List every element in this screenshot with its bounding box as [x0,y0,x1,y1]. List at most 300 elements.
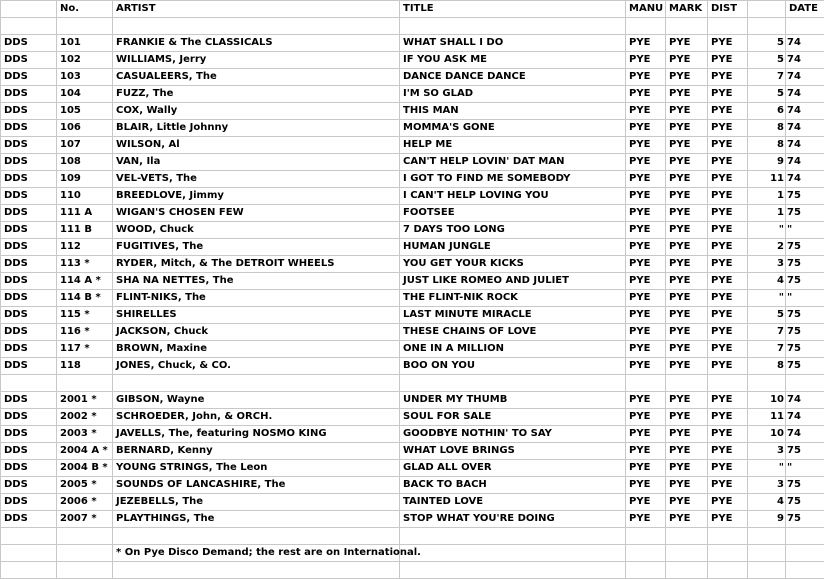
title-cell[interactable]: GOODBYE NOTHIN' TO SAY [400,426,626,443]
label-cell[interactable]: DDS [1,443,57,460]
artist-cell[interactable]: SOUNDS OF LANCASHIRE, The [113,477,400,494]
label-cell[interactable]: DDS [1,273,57,290]
artist-cell[interactable]: JONES, Chuck, & CO. [113,358,400,375]
empty-cell[interactable] [1,18,57,35]
manu-cell[interactable]: PYE [626,290,666,307]
year-cell[interactable]: 74 [786,409,824,426]
empty-cell[interactable] [626,545,666,562]
year-cell[interactable]: 74 [786,86,824,103]
month-cell[interactable]: " [748,290,786,307]
number-cell[interactable]: 115 * [57,307,113,324]
dist-cell[interactable]: PYE [708,256,748,273]
empty-cell[interactable] [708,545,748,562]
month-cell[interactable]: 9 [748,154,786,171]
title-cell[interactable]: DANCE DANCE DANCE [400,69,626,86]
artist-cell[interactable]: VAN, Ila [113,154,400,171]
mark-cell[interactable]: PYE [666,137,708,154]
month-cell[interactable]: " [748,222,786,239]
artist-cell[interactable]: BERNARD, Kenny [113,443,400,460]
artist-cell[interactable]: FRANKIE & The CLASSICALS [113,35,400,52]
manu-cell[interactable]: PYE [626,273,666,290]
year-cell[interactable]: 75 [786,341,824,358]
artist-cell[interactable]: FLINT-NIKS, The [113,290,400,307]
year-cell[interactable]: 75 [786,324,824,341]
month-cell[interactable]: 3 [748,477,786,494]
manu-cell[interactable]: PYE [626,35,666,52]
dist-cell[interactable]: PYE [708,273,748,290]
title-cell[interactable]: WHAT SHALL I DO [400,35,626,52]
title-cell[interactable]: UNDER MY THUMB [400,392,626,409]
number-cell[interactable]: 2002 * [57,409,113,426]
artist-cell[interactable]: WOOD, Chuck [113,222,400,239]
empty-cell[interactable] [786,528,824,545]
title-cell[interactable]: ONE IN A MILLION [400,341,626,358]
manu-cell[interactable]: PYE [626,222,666,239]
empty-cell[interactable] [626,528,666,545]
mark-cell[interactable]: PYE [666,256,708,273]
number-cell[interactable]: 112 [57,239,113,256]
mark-cell[interactable]: PYE [666,103,708,120]
month-cell[interactable]: 5 [748,307,786,324]
year-cell[interactable]: 74 [786,52,824,69]
year-cell[interactable]: 74 [786,35,824,52]
label-cell[interactable]: DDS [1,307,57,324]
dist-cell[interactable]: PYE [708,358,748,375]
month-cell[interactable]: 5 [748,86,786,103]
mark-cell[interactable]: PYE [666,443,708,460]
mark-cell[interactable]: PYE [666,35,708,52]
manu-cell[interactable]: PYE [626,392,666,409]
year-cell[interactable]: 74 [786,103,824,120]
empty-cell[interactable] [666,528,708,545]
dist-cell[interactable]: PYE [708,511,748,528]
label-cell[interactable]: DDS [1,52,57,69]
artist-cell[interactable]: GIBSON, Wayne [113,392,400,409]
mark-cell[interactable]: PYE [666,239,708,256]
month-cell[interactable]: 7 [748,69,786,86]
month-cell[interactable]: 11 [748,409,786,426]
artist-cell[interactable]: BREEDLOVE, Jimmy [113,188,400,205]
artist-cell[interactable]: FUGITIVES, The [113,239,400,256]
title-cell[interactable]: FOOTSEE [400,205,626,222]
manu-cell[interactable]: PYE [626,188,666,205]
mark-cell[interactable]: PYE [666,409,708,426]
empty-cell[interactable] [57,545,113,562]
label-cell[interactable]: DDS [1,137,57,154]
empty-cell[interactable] [748,545,786,562]
manu-cell[interactable]: PYE [626,120,666,137]
empty-cell[interactable] [400,375,626,392]
manu-cell[interactable]: PYE [626,460,666,477]
empty-cell[interactable] [1,545,57,562]
header-date[interactable]: DATE [786,1,824,18]
title-cell[interactable]: SOUL FOR SALE [400,409,626,426]
dist-cell[interactable]: PYE [708,341,748,358]
month-cell[interactable]: 1 [748,205,786,222]
manu-cell[interactable]: PYE [626,443,666,460]
year-cell[interactable]: 74 [786,137,824,154]
year-cell[interactable]: 74 [786,426,824,443]
number-cell[interactable]: 111 B [57,222,113,239]
label-cell[interactable]: DDS [1,69,57,86]
label-cell[interactable]: DDS [1,171,57,188]
header-cell-h[interactable] [748,1,786,18]
manu-cell[interactable]: PYE [626,307,666,324]
empty-cell[interactable] [786,18,824,35]
manu-cell[interactable]: PYE [626,358,666,375]
dist-cell[interactable]: PYE [708,154,748,171]
dist-cell[interactable]: PYE [708,69,748,86]
mark-cell[interactable]: PYE [666,494,708,511]
dist-cell[interactable]: PYE [708,443,748,460]
label-cell[interactable]: DDS [1,426,57,443]
artist-cell[interactable]: SHIRELLES [113,307,400,324]
label-cell[interactable]: DDS [1,154,57,171]
mark-cell[interactable]: PYE [666,358,708,375]
label-cell[interactable]: DDS [1,86,57,103]
empty-cell[interactable] [113,528,400,545]
year-cell[interactable]: 75 [786,494,824,511]
artist-cell[interactable]: JACKSON, Chuck [113,324,400,341]
title-cell[interactable]: THE FLINT-NIK ROCK [400,290,626,307]
empty-cell[interactable] [1,375,57,392]
title-cell[interactable]: MOMMA'S GONE [400,120,626,137]
mark-cell[interactable]: PYE [666,290,708,307]
title-cell[interactable]: THESE CHAINS OF LOVE [400,324,626,341]
label-cell[interactable]: DDS [1,460,57,477]
empty-cell[interactable] [708,18,748,35]
year-cell[interactable]: " [786,290,824,307]
mark-cell[interactable]: PYE [666,86,708,103]
year-cell[interactable]: 75 [786,477,824,494]
number-cell[interactable]: 105 [57,103,113,120]
manu-cell[interactable]: PYE [626,154,666,171]
mark-cell[interactable]: PYE [666,324,708,341]
month-cell[interactable]: 5 [748,52,786,69]
empty-cell[interactable] [666,562,708,579]
dist-cell[interactable]: PYE [708,205,748,222]
manu-cell[interactable]: PYE [626,205,666,222]
number-cell[interactable]: 116 * [57,324,113,341]
number-cell[interactable]: 118 [57,358,113,375]
empty-cell[interactable] [708,528,748,545]
number-cell[interactable]: 117 * [57,341,113,358]
empty-cell[interactable] [748,18,786,35]
manu-cell[interactable]: PYE [626,256,666,273]
artist-cell[interactable]: YOUNG STRINGS, The Leon [113,460,400,477]
artist-cell[interactable]: JEZEBELLS, The [113,494,400,511]
month-cell[interactable]: 6 [748,103,786,120]
mark-cell[interactable]: PYE [666,69,708,86]
month-cell[interactable]: 8 [748,137,786,154]
empty-cell[interactable] [57,528,113,545]
year-cell[interactable]: 75 [786,205,824,222]
empty-cell[interactable] [400,528,626,545]
dist-cell[interactable]: PYE [708,409,748,426]
header-dist[interactable]: DIST [708,1,748,18]
number-cell[interactable]: 2004 A * [57,443,113,460]
month-cell[interactable]: 5 [748,35,786,52]
title-cell[interactable]: LAST MINUTE MIRACLE [400,307,626,324]
number-cell[interactable]: 103 [57,69,113,86]
artist-cell[interactable]: CASUALEERS, The [113,69,400,86]
manu-cell[interactable]: PYE [626,103,666,120]
month-cell[interactable]: 7 [748,341,786,358]
dist-cell[interactable]: PYE [708,477,748,494]
number-cell[interactable]: 2001 * [57,392,113,409]
label-cell[interactable]: DDS [1,120,57,137]
number-cell[interactable]: 114 B * [57,290,113,307]
title-cell[interactable]: I CAN'T HELP LOVING YOU [400,188,626,205]
empty-cell[interactable] [113,18,400,35]
label-cell[interactable]: DDS [1,324,57,341]
mark-cell[interactable]: PYE [666,511,708,528]
mark-cell[interactable]: PYE [666,188,708,205]
manu-cell[interactable]: PYE [626,341,666,358]
label-cell[interactable]: DDS [1,239,57,256]
year-cell[interactable]: 75 [786,511,824,528]
empty-cell[interactable] [748,528,786,545]
empty-cell[interactable] [786,545,824,562]
manu-cell[interactable]: PYE [626,494,666,511]
label-cell[interactable]: DDS [1,392,57,409]
title-cell[interactable]: THIS MAN [400,103,626,120]
number-cell[interactable]: 113 * [57,256,113,273]
artist-cell[interactable]: BROWN, Maxine [113,341,400,358]
empty-cell[interactable] [57,18,113,35]
footnote-cell[interactable]: * On Pye Disco Demand; the rest are on International. [113,545,400,562]
title-cell[interactable]: TAINTED LOVE [400,494,626,511]
empty-cell[interactable] [1,562,57,579]
number-cell[interactable]: 2003 * [57,426,113,443]
label-cell[interactable]: DDS [1,477,57,494]
dist-cell[interactable]: PYE [708,222,748,239]
month-cell[interactable]: 3 [748,256,786,273]
month-cell[interactable]: 11 [748,171,786,188]
label-cell[interactable]: DDS [1,511,57,528]
empty-cell[interactable] [666,18,708,35]
number-cell[interactable]: 106 [57,120,113,137]
number-cell[interactable]: 110 [57,188,113,205]
empty-cell[interactable] [748,562,786,579]
label-cell[interactable]: DDS [1,290,57,307]
empty-cell[interactable] [626,18,666,35]
mark-cell[interactable]: PYE [666,392,708,409]
artist-cell[interactable]: PLAYTHINGS, The [113,511,400,528]
artist-cell[interactable]: VEL-VETS, The [113,171,400,188]
label-cell[interactable]: DDS [1,341,57,358]
manu-cell[interactable]: PYE [626,239,666,256]
empty-cell[interactable] [113,375,400,392]
mark-cell[interactable]: PYE [666,426,708,443]
empty-cell[interactable] [113,562,400,579]
label-cell[interactable]: DDS [1,188,57,205]
number-cell[interactable]: 2005 * [57,477,113,494]
dist-cell[interactable]: PYE [708,392,748,409]
number-cell[interactable]: 2004 B * [57,460,113,477]
mark-cell[interactable]: PYE [666,307,708,324]
manu-cell[interactable]: PYE [626,324,666,341]
month-cell[interactable]: 8 [748,358,786,375]
title-cell[interactable]: HUMAN JUNGLE [400,239,626,256]
label-cell[interactable]: DDS [1,205,57,222]
title-cell[interactable]: GLAD ALL OVER [400,460,626,477]
manu-cell[interactable]: PYE [626,511,666,528]
title-cell[interactable]: CAN'T HELP LOVIN' DAT MAN [400,154,626,171]
year-cell[interactable]: 74 [786,154,824,171]
year-cell[interactable]: 75 [786,307,824,324]
title-cell[interactable]: I'M SO GLAD [400,86,626,103]
empty-cell[interactable] [786,375,824,392]
dist-cell[interactable]: PYE [708,494,748,511]
title-cell[interactable]: HELP ME [400,137,626,154]
manu-cell[interactable]: PYE [626,69,666,86]
empty-cell[interactable] [400,545,626,562]
empty-cell[interactable] [1,528,57,545]
month-cell[interactable]: 4 [748,273,786,290]
month-cell[interactable]: 4 [748,494,786,511]
year-cell[interactable]: 75 [786,188,824,205]
empty-cell[interactable] [666,545,708,562]
artist-cell[interactable]: COX, Wally [113,103,400,120]
dist-cell[interactable]: PYE [708,171,748,188]
dist-cell[interactable]: PYE [708,137,748,154]
number-cell[interactable]: 2007 * [57,511,113,528]
number-cell[interactable]: 114 A * [57,273,113,290]
title-cell[interactable]: YOU GET YOUR KICKS [400,256,626,273]
header-artist[interactable]: ARTIST [113,1,400,18]
number-cell[interactable]: 101 [57,35,113,52]
title-cell[interactable]: STOP WHAT YOU'RE DOING [400,511,626,528]
empty-cell[interactable] [748,375,786,392]
label-cell[interactable]: DDS [1,358,57,375]
artist-cell[interactable]: WIGAN'S CHOSEN FEW [113,205,400,222]
month-cell[interactable]: 2 [748,239,786,256]
mark-cell[interactable]: PYE [666,120,708,137]
mark-cell[interactable]: PYE [666,154,708,171]
dist-cell[interactable]: PYE [708,35,748,52]
label-cell[interactable]: DDS [1,103,57,120]
number-cell[interactable]: 111 A [57,205,113,222]
label-cell[interactable]: DDS [1,494,57,511]
artist-cell[interactable]: RYDER, Mitch, & The DETROIT WHEELS [113,256,400,273]
dist-cell[interactable]: PYE [708,188,748,205]
year-cell[interactable]: " [786,460,824,477]
dist-cell[interactable]: PYE [708,460,748,477]
number-cell[interactable]: 102 [57,52,113,69]
dist-cell[interactable]: PYE [708,120,748,137]
mark-cell[interactable]: PYE [666,222,708,239]
dist-cell[interactable]: PYE [708,426,748,443]
header-cell-a[interactable] [1,1,57,18]
number-cell[interactable]: 107 [57,137,113,154]
mark-cell[interactable]: PYE [666,341,708,358]
month-cell[interactable]: 3 [748,443,786,460]
mark-cell[interactable]: PYE [666,52,708,69]
month-cell[interactable]: " [748,460,786,477]
header-manu[interactable]: MANU [626,1,666,18]
month-cell[interactable]: 7 [748,324,786,341]
manu-cell[interactable]: PYE [626,477,666,494]
month-cell[interactable]: 8 [748,120,786,137]
mark-cell[interactable]: PYE [666,171,708,188]
empty-cell[interactable] [666,375,708,392]
artist-cell[interactable]: WILSON, Al [113,137,400,154]
empty-cell[interactable] [57,375,113,392]
dist-cell[interactable]: PYE [708,324,748,341]
year-cell[interactable]: 74 [786,392,824,409]
empty-cell[interactable] [57,562,113,579]
number-cell[interactable]: 108 [57,154,113,171]
dist-cell[interactable]: PYE [708,239,748,256]
artist-cell[interactable]: WILLIAMS, Jerry [113,52,400,69]
empty-cell[interactable] [786,562,824,579]
empty-cell[interactable] [626,375,666,392]
header-mark[interactable]: MARK [666,1,708,18]
dist-cell[interactable]: PYE [708,103,748,120]
year-cell[interactable]: 74 [786,120,824,137]
title-cell[interactable]: WHAT LOVE BRINGS [400,443,626,460]
year-cell[interactable]: 74 [786,171,824,188]
title-cell[interactable]: 7 DAYS TOO LONG [400,222,626,239]
dist-cell[interactable]: PYE [708,307,748,324]
empty-cell[interactable] [708,375,748,392]
empty-cell[interactable] [400,18,626,35]
artist-cell[interactable]: BLAIR, Little Johnny [113,120,400,137]
title-cell[interactable]: I GOT TO FIND ME SOMEBODY [400,171,626,188]
manu-cell[interactable]: PYE [626,86,666,103]
artist-cell[interactable]: JAVELLS, The, featuring NOSMO KING [113,426,400,443]
label-cell[interactable]: DDS [1,35,57,52]
title-cell[interactable]: JUST LIKE ROMEO AND JULIET [400,273,626,290]
year-cell[interactable]: 75 [786,443,824,460]
mark-cell[interactable]: PYE [666,205,708,222]
dist-cell[interactable]: PYE [708,86,748,103]
dist-cell[interactable]: PYE [708,52,748,69]
manu-cell[interactable]: PYE [626,171,666,188]
manu-cell[interactable]: PYE [626,137,666,154]
empty-cell[interactable] [400,562,626,579]
header-no[interactable]: No. [57,1,113,18]
month-cell[interactable]: 10 [748,426,786,443]
title-cell[interactable]: BOO ON YOU [400,358,626,375]
number-cell[interactable]: 104 [57,86,113,103]
empty-cell[interactable] [626,562,666,579]
mark-cell[interactable]: PYE [666,477,708,494]
number-cell[interactable]: 2006 * [57,494,113,511]
year-cell[interactable]: 75 [786,239,824,256]
manu-cell[interactable]: PYE [626,426,666,443]
label-cell[interactable]: DDS [1,222,57,239]
year-cell[interactable]: 75 [786,256,824,273]
title-cell[interactable]: IF YOU ASK ME [400,52,626,69]
number-cell[interactable]: 109 [57,171,113,188]
year-cell[interactable]: " [786,222,824,239]
year-cell[interactable]: 75 [786,358,824,375]
year-cell[interactable]: 74 [786,69,824,86]
mark-cell[interactable]: PYE [666,273,708,290]
mark-cell[interactable]: PYE [666,460,708,477]
dist-cell[interactable]: PYE [708,290,748,307]
header-title[interactable]: TITLE [400,1,626,18]
manu-cell[interactable]: PYE [626,52,666,69]
manu-cell[interactable]: PYE [626,409,666,426]
title-cell[interactable]: BACK TO BACH [400,477,626,494]
month-cell[interactable]: 9 [748,511,786,528]
year-cell[interactable]: 75 [786,273,824,290]
month-cell[interactable]: 1 [748,188,786,205]
label-cell[interactable]: DDS [1,256,57,273]
